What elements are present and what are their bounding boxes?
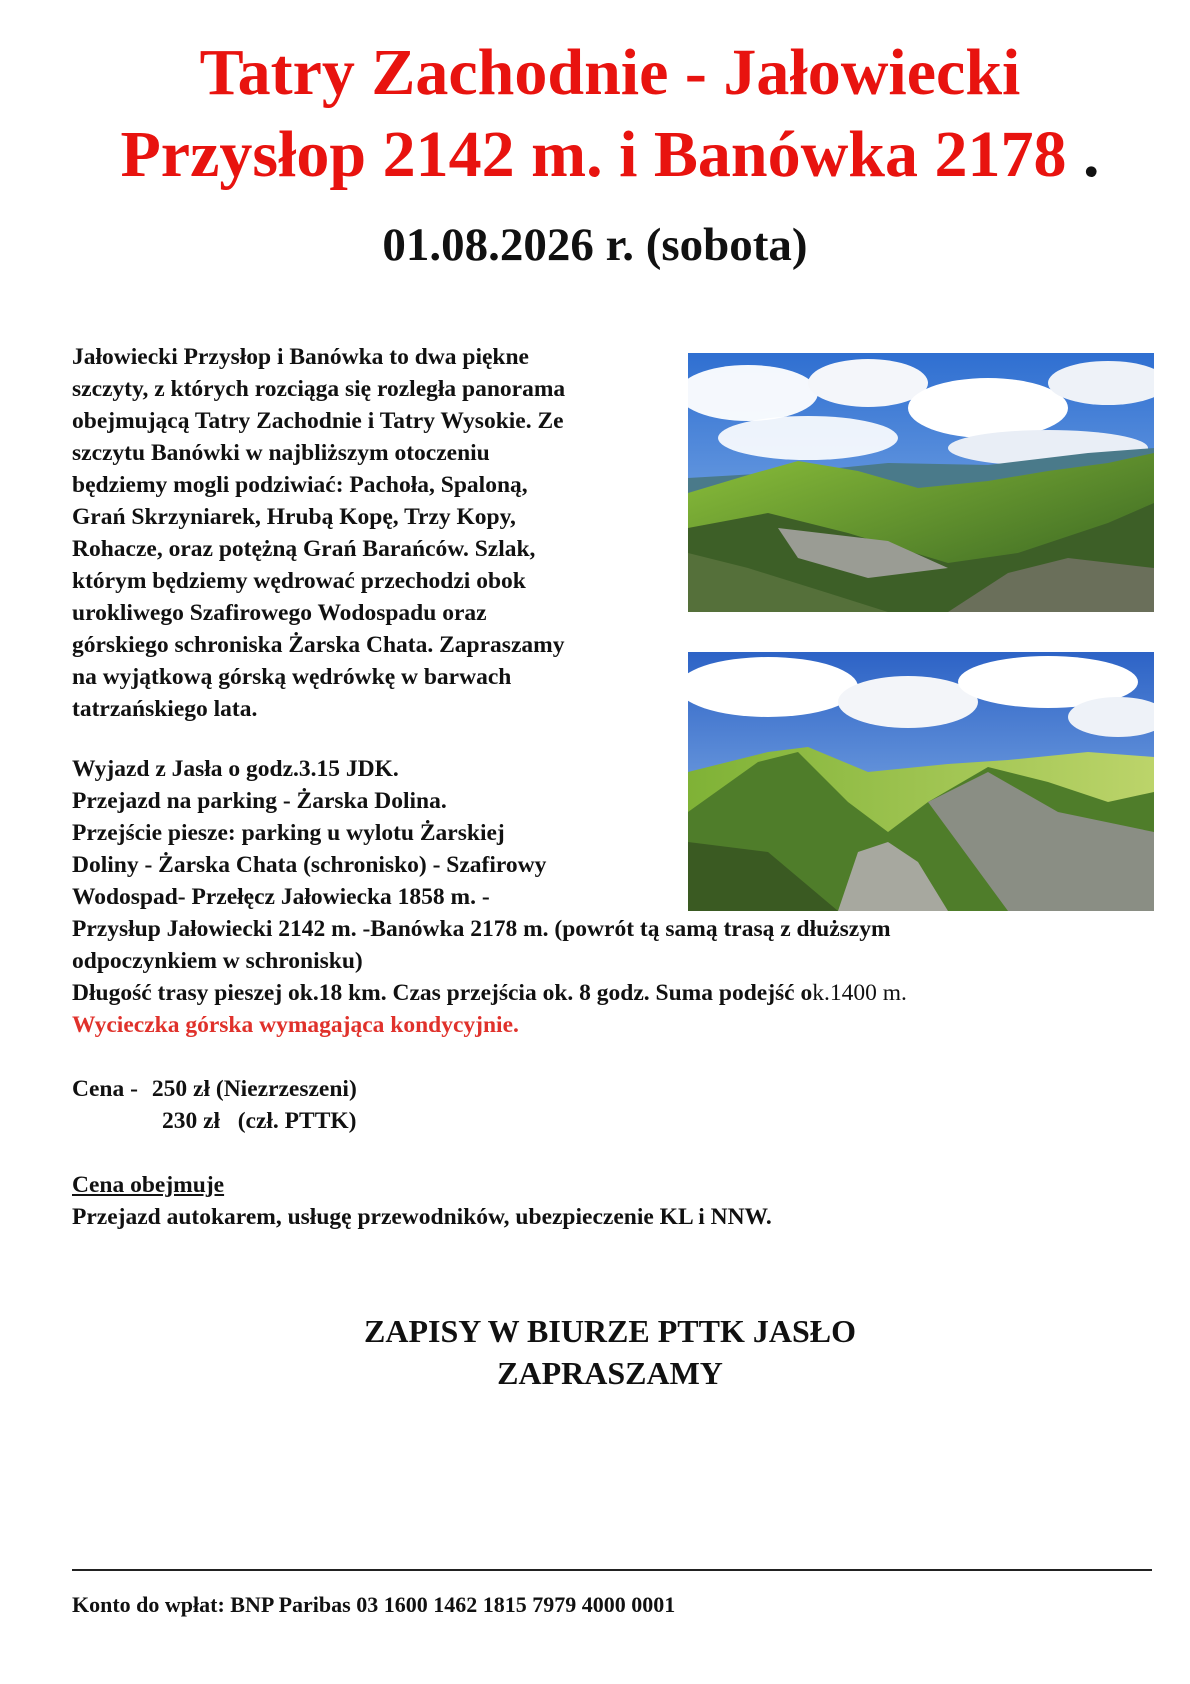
mountain-landscape-image	[688, 353, 1154, 612]
price-standard: 250 zł (Niezrzeszeni)	[151, 1076, 357, 1102]
description-line: na wyjątkową górską wędrówkę w barwach	[72, 664, 512, 690]
price-row-1	[72, 1073, 357, 1105]
description-line: którym będziemy wędrować przechodzi obok	[72, 568, 526, 594]
description	[72, 341, 672, 725]
trail-stats-normal: k.1400 m.	[812, 980, 907, 1006]
mountain-photo-1	[688, 353, 1154, 612]
description-line: szczytu Banówki w najbliższym otoczeniu	[72, 440, 490, 466]
title-line-1: Tatry Zachodnie - Jałowiecki	[199, 36, 1021, 109]
mountain-ridge-image	[688, 652, 1154, 911]
title-dot: .	[1083, 118, 1100, 191]
hike-route-line: odpoczynkiem w schronisku)	[72, 948, 363, 974]
footer-divider	[72, 1569, 1152, 1571]
trail-stats	[72, 977, 907, 1009]
hike-route-line: Przysłup Jałowiecki 2142 m. -Banówka 2178 m. (powrót tą samą trasą z dłuższym	[72, 916, 891, 942]
difficulty-warning: Wycieczka górska wymagająca kondycyjnie.	[72, 1012, 519, 1038]
includes-heading: Cena obejmuje	[72, 1172, 225, 1198]
bank-account: Konto do wpłat: BNP Paribas 03 1600 1462 1815 7979 4000 0001	[72, 1592, 676, 1617]
transfer-info: Przejazd na parking - Żarska Dolina.	[72, 788, 447, 814]
title-line-2: Przysłop 2142 m. i Banówka 2178 .	[120, 118, 1100, 191]
hike-route-line: Doliny - Żarska Chata (schronisko) - Szafirowy	[72, 852, 547, 878]
description-line: Rohacze, oraz potężną Grań Barańców. Szlak,	[72, 536, 536, 562]
description-line: obejmującą Tatry Zachodnie i Tatry Wysokie. Ze	[72, 408, 564, 434]
signup-cta: ZAPISY W BIURZE PTTK JASŁO	[364, 1313, 856, 1349]
description-line: Grań Skrzyniarek, Hrubą Kopę, Trzy Kopy,	[72, 504, 516, 530]
description-line: urokliwego Szafirowego Wodospadu oraz	[72, 600, 487, 626]
description-line: będziemy mogli podziwiać: Pachoła, Spaloną,	[72, 472, 528, 498]
includes-text: Przejazd autokarem, usługę przewodników, ubezpieczenie KL i NNW.	[72, 1204, 772, 1230]
price-label: Cena -	[72, 1076, 138, 1102]
description-line: Jałowiecki Przysłop i Banówka to dwa piękne	[72, 344, 529, 370]
mountain-photo-2	[688, 652, 1154, 911]
description-line: górskiego schroniska Żarska Chata. Zapraszamy	[72, 632, 565, 658]
price-member: 230 zł (czł. PTTK)	[162, 1108, 357, 1134]
invite-cta: ZAPRASZAMY	[497, 1355, 723, 1391]
trail-stats-bold: Długość trasy pieszej ok.18 km. Czas przejścia ok. 8 godz. Suma podejść o	[72, 980, 813, 1006]
hike-route-line: Przejście piesze: parking u wylotu Żarskiej	[72, 820, 505, 846]
description-line: tatrzańskiego lata.	[72, 696, 258, 722]
hike-route-line: Wodospad- Przełęcz Jałowiecka 1858 m. -	[72, 884, 490, 910]
departure-info: Wyjazd z Jasła o godz.3.15 JDK.	[72, 756, 399, 782]
trip-date: 01.08.2026 r. (sobota)	[382, 219, 808, 271]
description-line: szczyty, z których rozciąga się rozległa panorama	[72, 376, 566, 402]
